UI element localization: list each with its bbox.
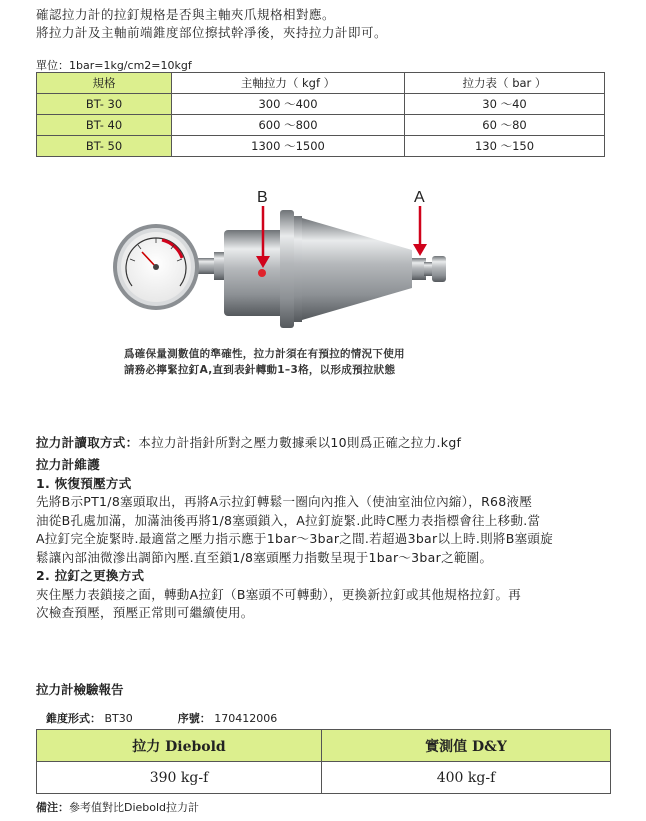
report-table [36, 729, 611, 794]
section-1-line: 先將B示PT1/8塞頭取出，再將A示拉釘轉鬆一圈向內推入（使油室油位內縮），R68液壓 [36, 494, 533, 509]
spec-cell: 300 ～400 [172, 94, 405, 115]
maintenance-title: 拉力計維護 [36, 457, 101, 472]
label-a: A [414, 189, 425, 206]
report-col1-value: 390 kg-f [37, 762, 322, 794]
spec-cell: 130 ～150 [405, 136, 605, 157]
spec-cell: 60 ～80 [405, 115, 605, 136]
report-col2-header: 實測值 D&Y [322, 730, 611, 762]
spec-table-header [37, 73, 605, 94]
serial-label: 序號： [177, 712, 211, 725]
table-row [37, 136, 605, 157]
footnote [36, 799, 199, 815]
section-1-title: 1. 恢復預壓方式 [36, 475, 132, 491]
spec-header-cell: 拉力表（ bar ） [405, 73, 605, 94]
figure-caption [124, 346, 405, 378]
report-header-row [37, 730, 611, 762]
intro-line-2: 將拉力計及主軸前端錐度部位擦拭幹凈後，夾持拉力計即可。 [36, 25, 388, 40]
table-row [37, 94, 605, 115]
unit-note: 單位：1bar=1kg/cm2=10kgf [36, 59, 192, 72]
table-row [37, 762, 611, 794]
caption-line-2: 請務必擰緊拉釘A,直到表針轉動1–3格，以形成預拉狀態 [124, 364, 396, 376]
table-row [37, 115, 605, 136]
spec-cell: 1300 ～1500 [172, 136, 405, 157]
report-title: 拉力計檢驗報告 [36, 682, 124, 697]
footnote-label: 備注： [36, 801, 69, 814]
reading-text: 本拉力計指針所對之壓力數據乘以10則爲正確之拉力.kgf [138, 435, 462, 450]
spec-header-cell: 主軸拉力（ kgf ） [172, 73, 405, 94]
report-col1-header: 拉力 Diebold [37, 730, 322, 762]
holder-flange [280, 210, 294, 328]
serial-value: 170412006 [214, 712, 278, 725]
intro-line-1: 確認拉力計的拉釘規格是否與主軸夾爪規格相對應。 [36, 7, 336, 22]
section-1-line: 油從B孔處加滿，加滿油後再將1/8塞頭鎖入，A拉釘旋緊.此時C壓力表指標會往上移動.當 [36, 512, 541, 528]
retention-knob [412, 258, 426, 280]
spec-cell: 30 ～40 [405, 94, 605, 115]
pull-gauge-illustration [110, 186, 480, 346]
point-b-marker [258, 269, 266, 277]
report-col2-value: 400 kg-f [322, 762, 611, 794]
spec-cell: 600 ～800 [172, 115, 405, 136]
holder-body [224, 230, 284, 316]
spec-cell: BT- 40 [37, 115, 172, 136]
spec-header-cell: 規格 [37, 73, 172, 94]
section-2-title: 2. 拉釘之更換方式 [36, 568, 145, 583]
spec-cell: BT- 50 [37, 136, 172, 157]
spec-cell: BT- 30 [37, 94, 172, 115]
section-1-line: 鬆讓內部油微滲出調節內壓.直至鎖1/8塞頭壓力指數呈現于1bar～3bar之範圍。 [36, 549, 493, 565]
label-b: B [257, 189, 268, 206]
report-meta [46, 710, 277, 726]
maintenance-section [36, 456, 553, 623]
reading-method [36, 434, 461, 453]
section-2-line: 次檢查預壓，預壓正常則可繼續使用。 [36, 605, 254, 620]
taper-value: BT30 [104, 712, 133, 725]
section-2-line: 夾住壓力表鎖接之面，轉動A拉釘（B塞頭不可轉動），更換新拉釘或其他規格拉釘。再 [36, 586, 522, 602]
section-1-line: A拉釘完全旋緊時.最適當之壓力指示應于1bar～3bar之間.若超過3bar以上時.則將B塞頭旋 [36, 531, 554, 546]
intro-text [36, 6, 387, 42]
footnote-text: 參考值對比Diebold拉力計 [69, 801, 200, 814]
holder-taper [302, 218, 412, 320]
taper-label: 錐度形式： [46, 712, 101, 725]
pressure-gauge-icon [113, 224, 199, 310]
spec-table [36, 72, 605, 157]
caption-line-1: 爲確保量測數值的準確性，拉力計須在有預拉的情況下使用 [124, 348, 405, 360]
reading-label: 拉力計讀取方式： [36, 435, 139, 450]
